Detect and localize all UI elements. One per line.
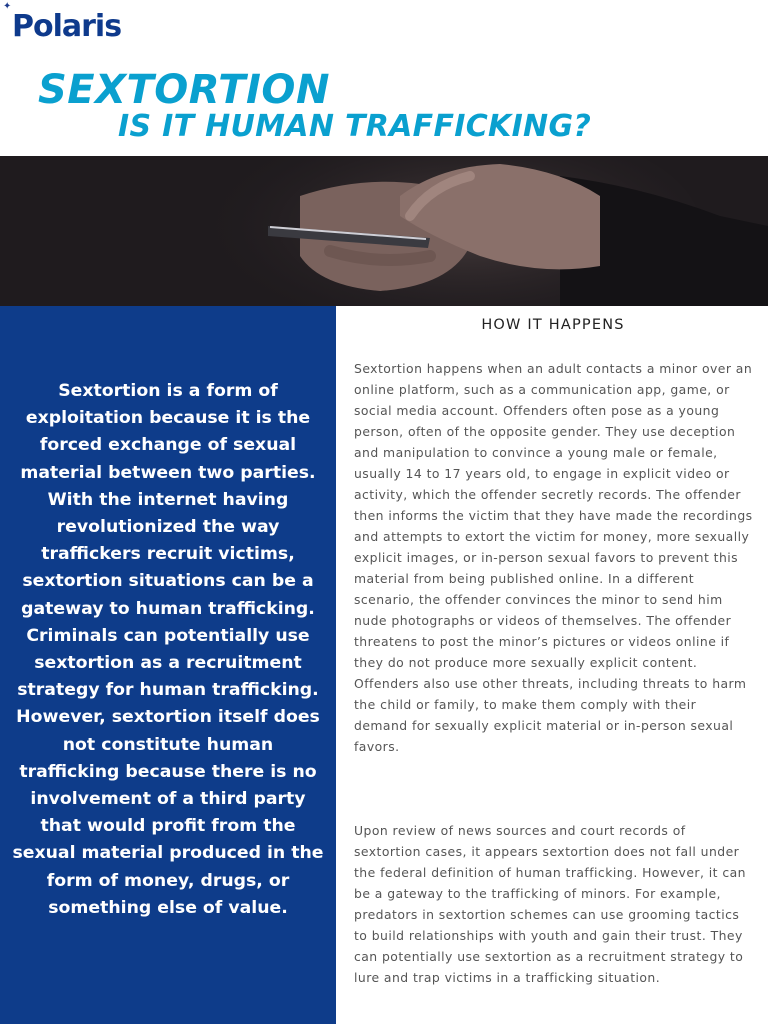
body-paragraph-1: Sextortion happens when an adult contacts a minor over an online platform, such as a communication app, game, or social media account. Offenders often pose as a young person, often of the opposite gender. They use deception and manipulation to convince a young male or female, usually 14 to 17 years old, to engage in explicit video or activity, which the offender secretly records. The offender then informs the victim that they have made the recordings and attempts to extort the victim for money, more sexually explicit images, or in-person sexual favors to prevent this material from being published online. In a different scenario, the offender convinces the minor to send him nude photographs or videos of themselves. The offender threatens to post the minor’s pictures or videos online if they do not produce more sexually explicit content. Offenders also use other threats, including threats to harm the child or family, to make them comply with their demand for sexually explicit material or in-person sexual favors. [354,361,753,754]
star-icon: ✦ [3,1,12,12]
body-paragraph-2: Upon review of news sources and court records of sextortion cases, it appears sextortion does not fall under the federal definition of human trafficking. However, it can be a gateway to the trafficking of minors. For example, predators in sextortion schemes can use grooming tactics to build relationships with youth and gain their trust. They can potentially use sextortion as a recruitment strategy to lure and trap victims in a trafficking situation. [354,823,746,985]
page-title: SEXTORTION [38,67,330,113]
logo-text: Polaris [12,9,122,44]
section-heading: HOW IT HAPPENS [481,317,625,333]
photo-illustration [0,156,768,306]
hands-holding-phone-photo [0,156,768,306]
summary-text: Sextortion is a form of exploitation because it is the forced exchange of sexual material between two parties. With the internet having revolutionized the way traffickers recruit victims, sextortion situations can be a gateway to human trafficking. Criminals can potentially use sextortion as a recruitment strategy for human trafficking. However, sextortion itself does not constitute human trafficking because there is no involvement of a third party that would profit from the sexual material produced in the form of money, drugs, or something else of value. [12,381,324,918]
polaris-logo [3,1,122,46]
page-subtitle: IS IT HUMAN TRAFFICKING? [118,109,592,144]
